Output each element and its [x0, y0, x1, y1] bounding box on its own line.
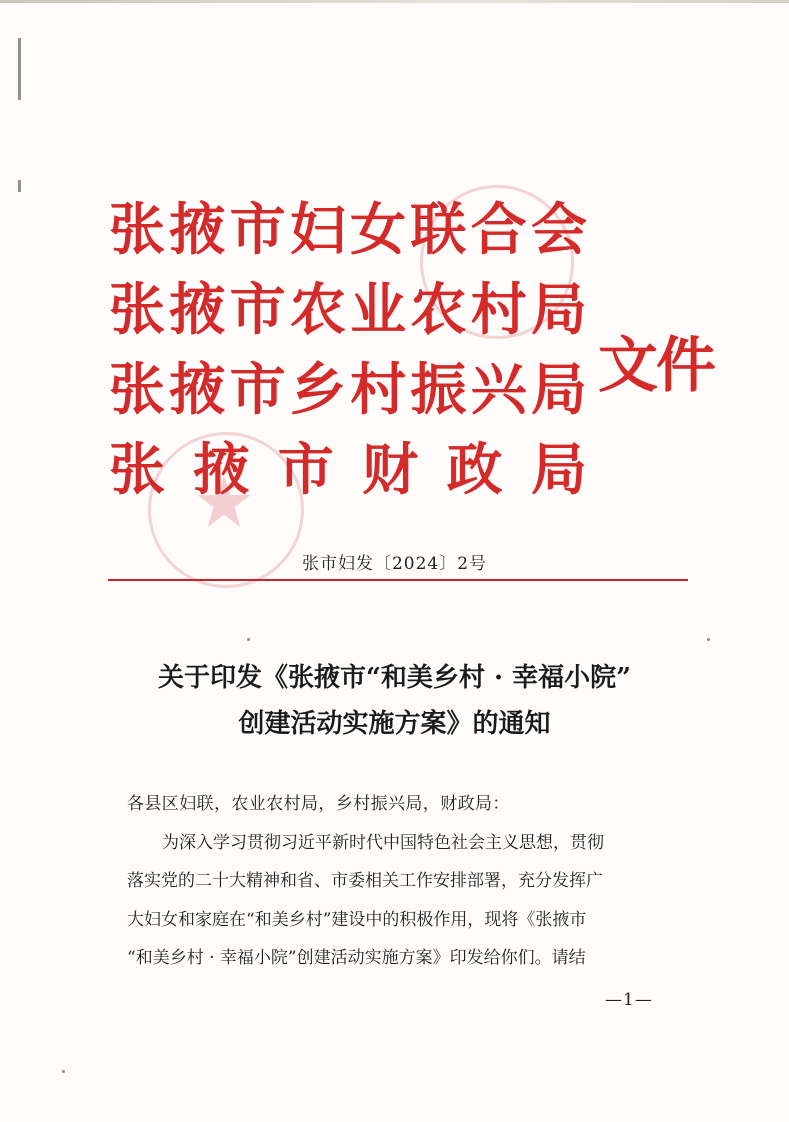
scan-edge-mark	[18, 38, 21, 100]
issuer-finance-bureau	[108, 426, 588, 506]
issuer-char: 张	[109, 357, 165, 423]
scan-speck	[247, 638, 250, 641]
issuer-char: 合	[470, 197, 527, 263]
title-line: 创建活动实施方案》的通知	[238, 709, 551, 739]
issuer-women-federation	[108, 186, 588, 266]
paragraph-line: 落实党的二十大精神和省、市委相关工作安排部署，充分发挥广	[127, 871, 603, 891]
document-suffix: 文件	[598, 331, 714, 401]
issuer-agriculture-bureau	[108, 266, 588, 346]
issuer-char: 村	[470, 277, 527, 343]
issuer-char: 女	[350, 197, 407, 263]
issuer-char: 会	[530, 197, 587, 263]
page-number: —1—	[605, 990, 653, 1010]
paragraph-line: 大妇女和家庭在“和美乡村”建设中的积极作用，现将《张掖市	[127, 909, 587, 930]
issuer-char: 财	[362, 437, 419, 503]
red-divider	[108, 579, 688, 581]
scan-edge-mark	[18, 180, 21, 192]
paragraph-line: 为深入学习贯彻习近平新时代中国特色社会主义思想，贯彻	[162, 832, 604, 853]
issuer-char: 掖	[169, 357, 226, 423]
issuer-char: 联	[410, 197, 467, 263]
issuer-char: 市	[229, 277, 286, 343]
document-body	[127, 785, 675, 978]
issuer-char: 张	[109, 277, 165, 343]
issuer-char: 振	[410, 357, 467, 423]
paragraph-line: “和美乡村 · 幸福小院”创建活动实施方案》印发给你们。请结	[127, 948, 586, 968]
issuer-char: 市	[277, 437, 334, 503]
scan-speck	[62, 1070, 65, 1073]
issuer-char: 掖	[169, 277, 226, 343]
salutation: 各县区妇联，农业农村局，乡村振兴局，财政局：	[127, 794, 510, 814]
issuer-char: 张	[109, 437, 165, 503]
scan-speck	[707, 638, 710, 641]
issuer-block	[108, 186, 588, 506]
document-title	[0, 655, 789, 747]
issuer-rural-revitalization-bureau	[108, 346, 588, 426]
issuer-char: 局	[530, 437, 587, 503]
issuer-char: 局	[530, 277, 587, 343]
issuer-char: 农	[410, 277, 467, 343]
issuer-char: 村	[350, 357, 407, 423]
issuer-char: 兴	[470, 357, 527, 423]
issuer-char: 市	[229, 197, 286, 263]
issuer-char: 掖	[169, 197, 226, 263]
issuer-char: 妇	[289, 197, 346, 263]
document-number: 张市妇发〔2024〕2号	[301, 554, 488, 574]
issuer-char: 农	[289, 277, 346, 343]
issuer-char: 市	[229, 357, 286, 423]
issuer-char: 掖	[193, 437, 250, 503]
issuer-char: 乡	[289, 357, 346, 423]
issuer-char: 局	[530, 357, 587, 423]
title-line: 关于印发《张掖市“和美乡村 · 幸福小院”	[157, 663, 632, 693]
issuer-char: 政	[446, 437, 503, 503]
issuer-char: 张	[109, 197, 165, 263]
issuer-char: 业	[350, 277, 407, 343]
scan-edge-top	[0, 0, 789, 3]
